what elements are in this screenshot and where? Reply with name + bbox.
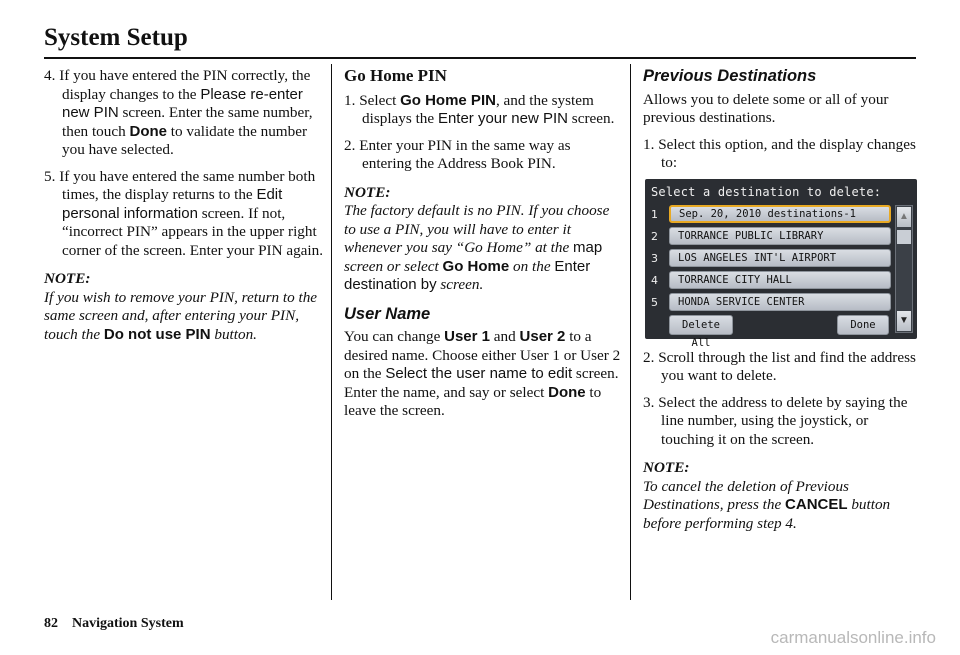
- step-text: Enter your PIN in the same way as entering the Address Book PIN.: [359, 136, 571, 172]
- step-5: [44, 168, 326, 261]
- note-segment: If you wish to remove your PIN, return to the same screen and, after entering your PIN, touch the: [44, 288, 318, 343]
- row-number: 1: [651, 207, 658, 221]
- delete-all-button[interactable]: Delete All: [669, 315, 733, 335]
- note-label: NOTE:: [643, 459, 690, 476]
- page-title: System Setup: [44, 24, 188, 51]
- header-rule: [44, 57, 916, 59]
- step-number: 5.: [44, 167, 56, 185]
- para-segment: to a desired name. Choose either User 1 or User 2 on the: [344, 328, 621, 382]
- step-text: If you have entered the same number both times, the display returns to the: [59, 167, 316, 203]
- ui-term-done: Done: [548, 383, 586, 401]
- destination-item-5[interactable]: HONDA SERVICE CENTER: [669, 293, 891, 311]
- ui-term-cancel: CANCEL: [785, 496, 848, 513]
- column-2: [344, 67, 622, 429]
- step-text: screen. Enter the same number, then touch: [62, 104, 313, 140]
- step-text: Select this option, and the display changes to:: [658, 135, 916, 171]
- ui-term-edit-personal-info: Edit personal information: [62, 186, 283, 222]
- destination-row: [651, 271, 891, 289]
- destination-item-3[interactable]: LOS ANGELES INT'L AIRPORT: [669, 249, 891, 267]
- heading-user-name: User Name: [344, 304, 431, 323]
- note-label: NOTE:: [344, 183, 391, 201]
- para-segment: You can change: [344, 328, 445, 345]
- column-divider-2: [630, 64, 631, 600]
- row-number: 3: [651, 251, 658, 265]
- ui-term-do-not-use-pin: Do not use PIN: [103, 325, 211, 343]
- ui-term-select-user-name: Select the user name to edit: [385, 365, 573, 382]
- destination-row: [651, 293, 891, 311]
- step-text: Select the address to delete by saying the line number, using the joystick, or touching it on the screen.: [658, 393, 908, 448]
- step-number: 2.: [344, 136, 356, 154]
- heading-previous-destinations: Previous Destinations: [643, 67, 817, 85]
- page-footer: [44, 616, 184, 632]
- scrollbar[interactable]: [895, 205, 913, 333]
- note-segment: The factory default is no PIN. If you choose to use a PIN, you will have to enter it whenever you say “Go Home” at the: [344, 202, 610, 256]
- note-segment: button before performing step 4.: [643, 496, 891, 532]
- row-number: 2: [651, 229, 658, 243]
- note-segment: screen.: [436, 276, 484, 293]
- para-segment: to leave the screen.: [344, 383, 602, 419]
- intro-paragraph: Allows you to delete some or all of your previous destinations.: [643, 90, 889, 126]
- done-button[interactable]: Done: [837, 315, 889, 335]
- ui-term-done: Done: [129, 122, 167, 140]
- ui-term-user-1: User 1: [444, 328, 490, 345]
- watermark: carmanualsonline.info: [770, 628, 936, 647]
- navigation-screen: [645, 179, 917, 349]
- note-segment: on the: [509, 257, 555, 275]
- note-label: NOTE:: [44, 270, 91, 287]
- para-segment: screen. Enter the name, and say or select: [344, 365, 619, 401]
- note-segment: To cancel the deletion of Previous Destinations, press the: [643, 477, 849, 513]
- note-segment: button.: [210, 325, 257, 343]
- footer-text: Navigation System: [72, 616, 184, 631]
- step-number: 2.: [643, 348, 655, 366]
- ui-term-enter-new-pin: Enter your new PIN: [437, 110, 568, 127]
- step-4: [44, 67, 326, 160]
- step-number: 1.: [344, 91, 356, 109]
- destination-row: [651, 227, 891, 245]
- ui-term-map: map: [573, 239, 603, 256]
- page-number: 82: [44, 616, 58, 631]
- ui-term-user-2: User 2: [519, 328, 566, 345]
- step-text: to validate the number you have selected.: [62, 122, 308, 158]
- destination-item-1[interactable]: Sep. 20, 2010 destinations-1: [669, 205, 891, 223]
- note-text: [44, 289, 326, 345]
- heading-go-home-pin: Go Home PIN: [344, 66, 447, 85]
- row-number: 5: [651, 295, 658, 309]
- scroll-thumb[interactable]: [897, 230, 911, 244]
- ui-term-please-reenter: Please re-enter new PIN: [62, 85, 303, 121]
- ui-term-go-home: Go Home: [442, 257, 510, 275]
- note-text: [643, 478, 921, 534]
- step-1: [344, 92, 622, 129]
- step-text: , and the system displays the: [362, 91, 594, 127]
- step-number: 1.: [643, 135, 655, 153]
- step-text: screen. If not, “incorrect PIN” appears in the upper right corner of the screen. Enter your PIN again.: [62, 204, 324, 259]
- column-3: [643, 67, 921, 541]
- step-1: [643, 136, 921, 173]
- step-number: 4.: [44, 67, 56, 84]
- destination-item-4[interactable]: TORRANCE CITY HALL: [669, 271, 891, 289]
- para-segment: and: [489, 328, 520, 345]
- step-number: 3.: [643, 393, 655, 411]
- ui-term-enter-destination-by: Enter destination by: [344, 257, 591, 293]
- note-text: [344, 202, 622, 295]
- step-text: Scroll through the list and find the address you want to delete.: [658, 348, 916, 384]
- screen-title: Select a destination to delete:: [651, 184, 882, 199]
- scroll-down-icon[interactable]: ▼: [897, 311, 911, 331]
- column-1: [44, 67, 326, 352]
- note-segment: screen or select: [344, 257, 443, 275]
- destination-item-2[interactable]: TORRANCE PUBLIC LIBRARY: [669, 227, 891, 245]
- destination-row: [651, 205, 891, 223]
- ui-term-go-home-pin: Go Home PIN: [400, 91, 496, 109]
- row-number: 4: [651, 273, 658, 287]
- step-2: [643, 349, 921, 386]
- step-3: [643, 394, 921, 450]
- destination-row: [651, 249, 891, 267]
- scroll-up-icon[interactable]: ▲: [897, 207, 911, 227]
- step-text: screen.: [568, 110, 615, 127]
- user-name-paragraph: [344, 328, 622, 421]
- step-text: If you have entered the PIN correctly, the display changes to the: [59, 67, 311, 103]
- column-divider-1: [331, 64, 332, 600]
- step-text: Select: [359, 91, 401, 109]
- step-2: [344, 137, 622, 174]
